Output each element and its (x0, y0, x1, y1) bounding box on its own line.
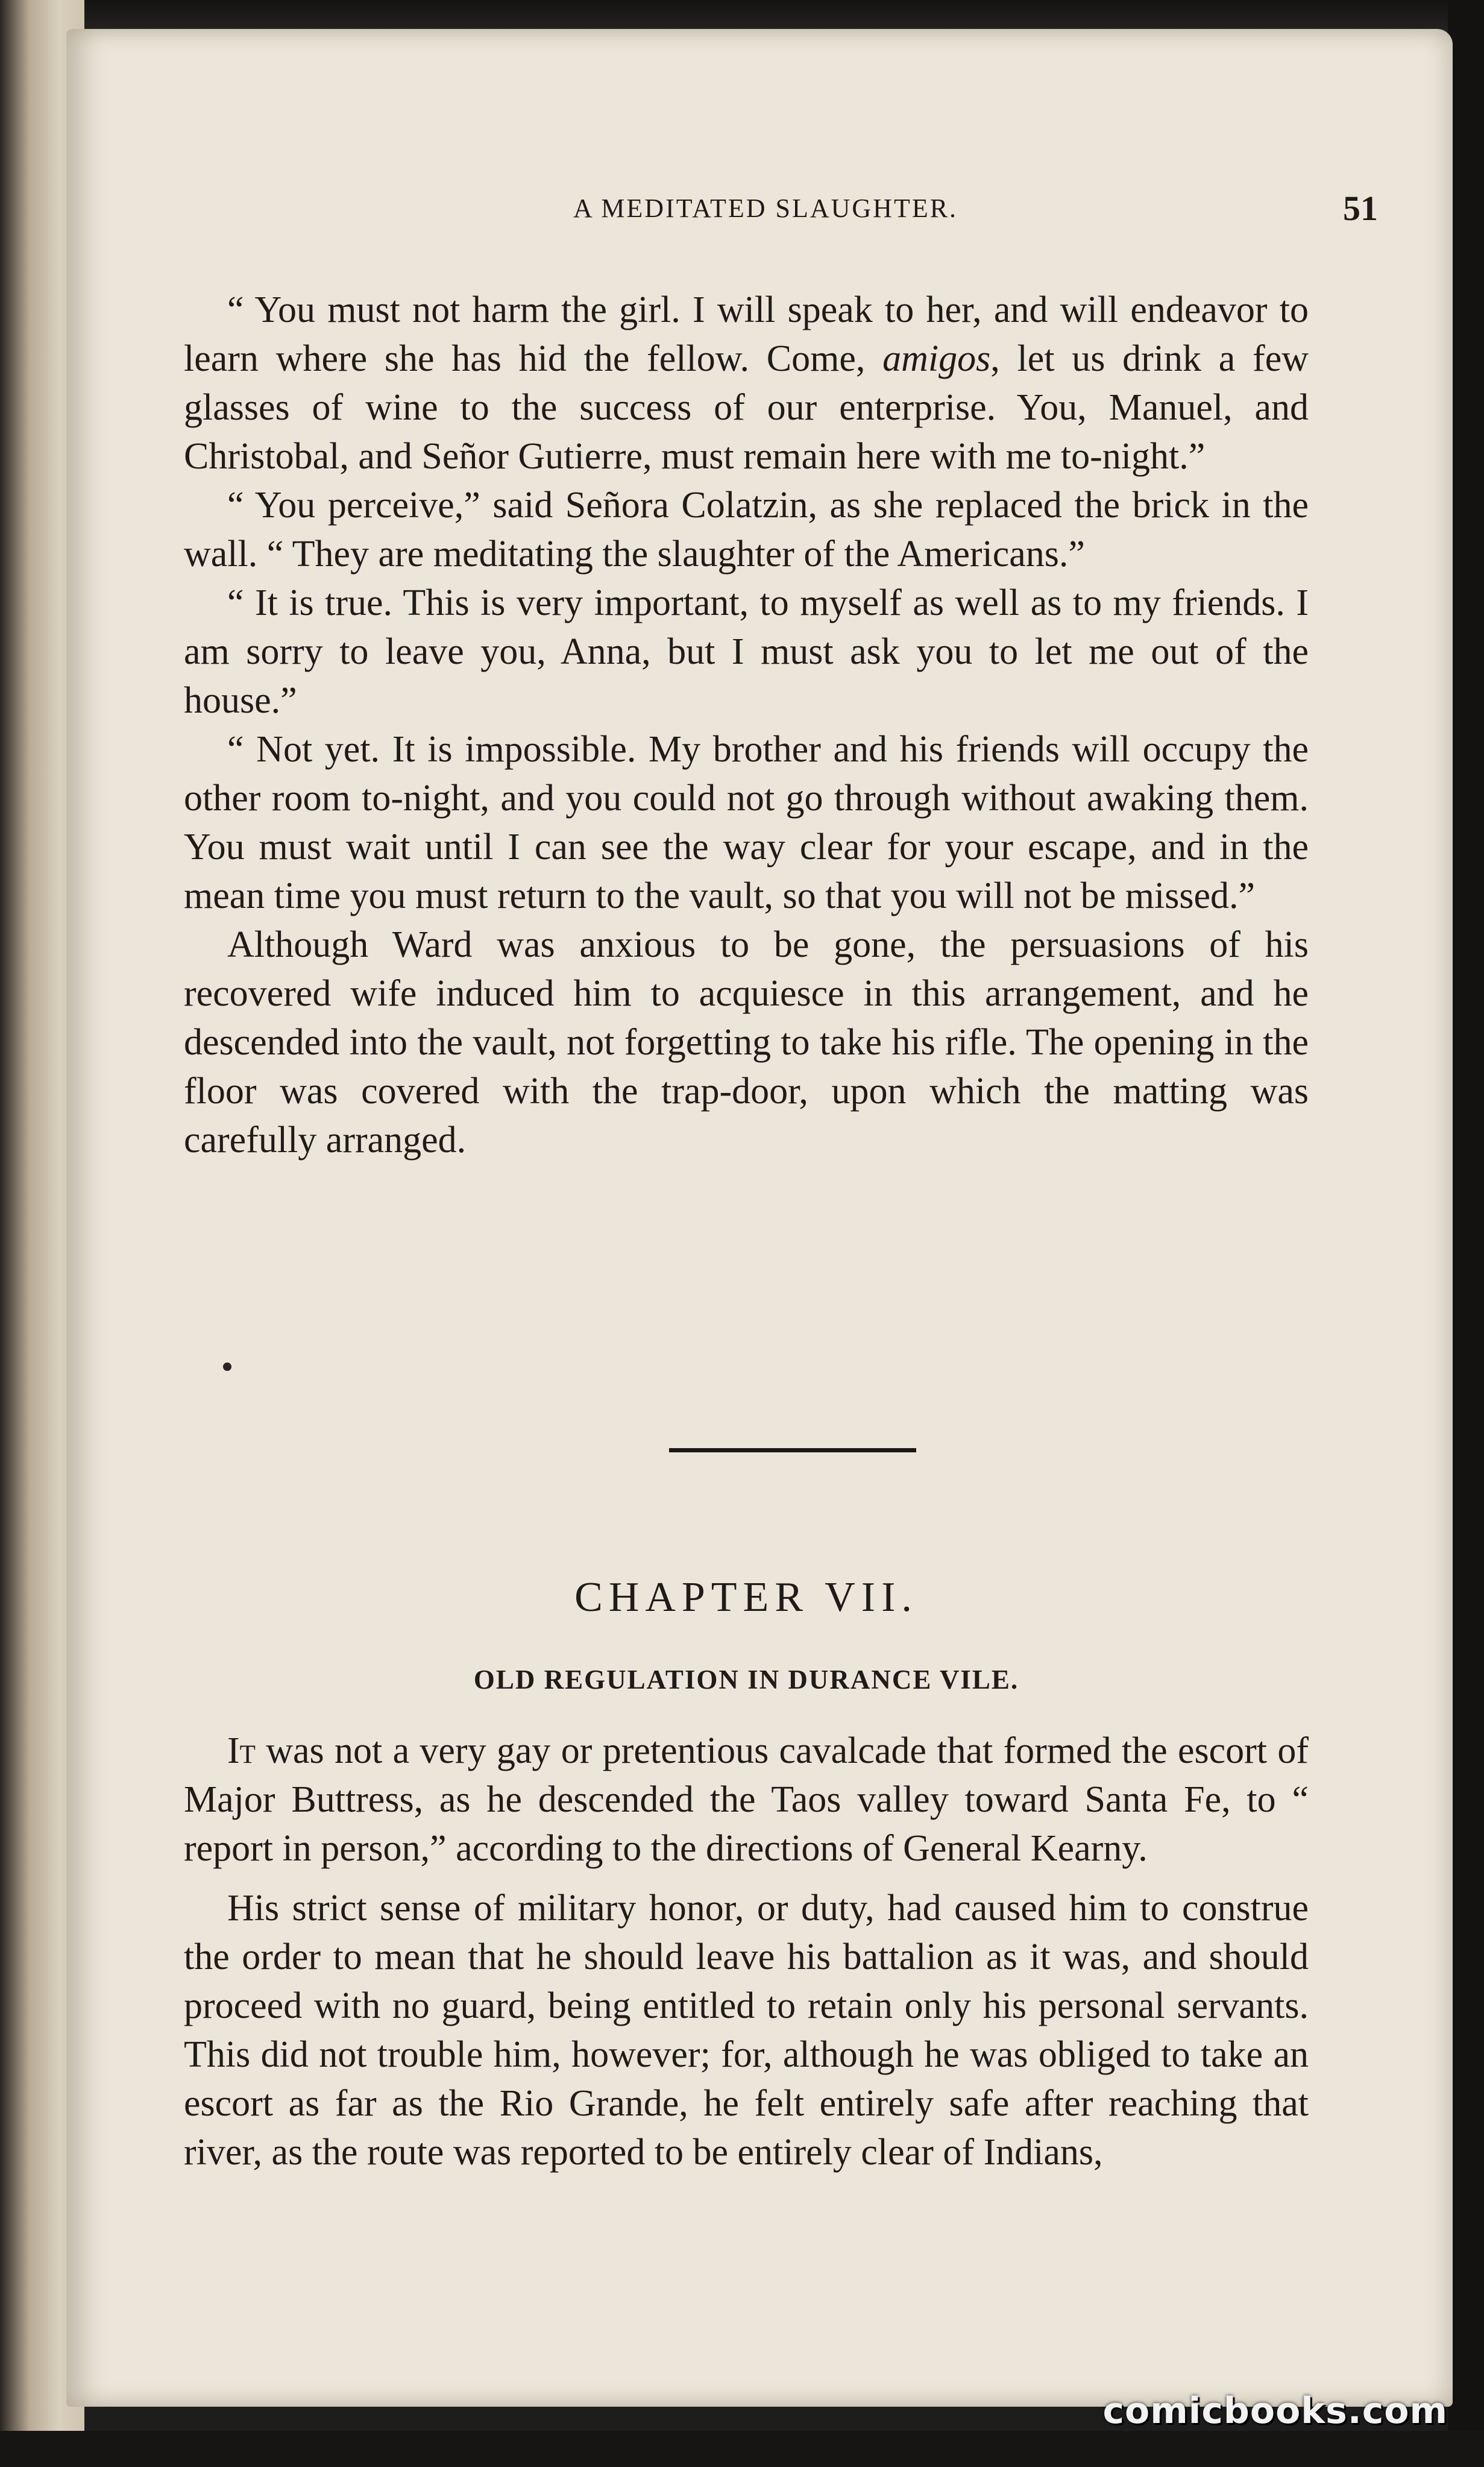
chapter-paragraph-2 (184, 1884, 1309, 2177)
chapter-paragraph-1-lead: It (227, 1730, 256, 1771)
chapter-title: CHAPTER VII. (574, 1574, 918, 1621)
section-divider-rule (669, 1448, 916, 1452)
paragraph-2 (184, 481, 1309, 579)
paragraph-2-text: “ You perceive,” said Señora Colatzin, as she replaced the brick in the wall. “ They are meditating the slaughter of the Americans.” (184, 485, 1309, 575)
paragraph-3-text: “ It is true. This is very important, to myself as well as to my friends. I am sorry to leave you, Anna, but I must ask you to let me out of the house.” (184, 582, 1309, 721)
paragraph-5 (184, 921, 1309, 1165)
chapter-paragraph-1-text: was not a very gay or pretentious cavalcade that formed the escort of Major Buttress, as he descended the Taos valley toward Santa Fe, to “ report in person,” according to the directions of General Kearny. (184, 1730, 1309, 1869)
paragraph-4 (184, 725, 1309, 921)
paragraph-3 (184, 579, 1309, 725)
paragraph-1-text-b: , let us drink a few glasses of wine to the success of our enterprise. You, Manuel, and Christobal, and Señor Gutierre, must remain here with me to-night.” (184, 338, 1309, 477)
chapter-paragraph-2-text: His strict sense of military honor, or duty, had caused him to construe the order to mean that he should leave his battalion as it was, and should proceed with no guard, being entitled to retain only his personal servants. This did not trouble him, however; for, although he was obliged to take an escort as far as the Rio Grande, he felt entirely safe after reaching that river, as the route was reported to be entirely clear of Indians, (184, 1888, 1309, 2173)
scan-right-edge (1448, 0, 1484, 2467)
page-number: 51 (1343, 189, 1378, 228)
body-text-upper (184, 286, 1309, 1165)
running-head (66, 189, 1453, 241)
body-text-lower (184, 1727, 1309, 2177)
scan-bottom-edge (0, 2431, 1484, 2467)
paragraph-5-text: Although Ward was anxious to be gone, the persuasions of his recovered wife induced him to acquiesce in this arrangement, and he descended into the vault, not forgetting to take his rifle. The opening in the floor was covered with the trap-door, upon which the matting was carefully arranged. (184, 924, 1309, 1161)
chapter-paragraph-1 (184, 1727, 1309, 1873)
ink-speck (223, 1363, 231, 1371)
paragraph-4-text: “ Not yet. It is impossible. My brother and his friends will occupy the other room to-night, and you could not go through without awaking them. You must wait until I can see the way clear for your escape, and in the mean time you must return to the vault, so that you will not be missed.” (184, 729, 1309, 916)
paragraph-1 (184, 286, 1309, 481)
book-page (66, 29, 1453, 2407)
watermark-logo: comicbooks.com (1102, 2390, 1448, 2432)
paragraph-1-italic: amigos (882, 338, 991, 379)
paragraph-1-text-a: “ You must not harm the girl. I will speak to her, and will endeavor to learn where she has hid the fellow. Come, (184, 289, 1309, 379)
chapter-subtitle: OLD REGULATION IN DURANCE VILE. (473, 1665, 1019, 1695)
running-head-title: A MEDITATED SLAUGHTER. (573, 194, 958, 223)
